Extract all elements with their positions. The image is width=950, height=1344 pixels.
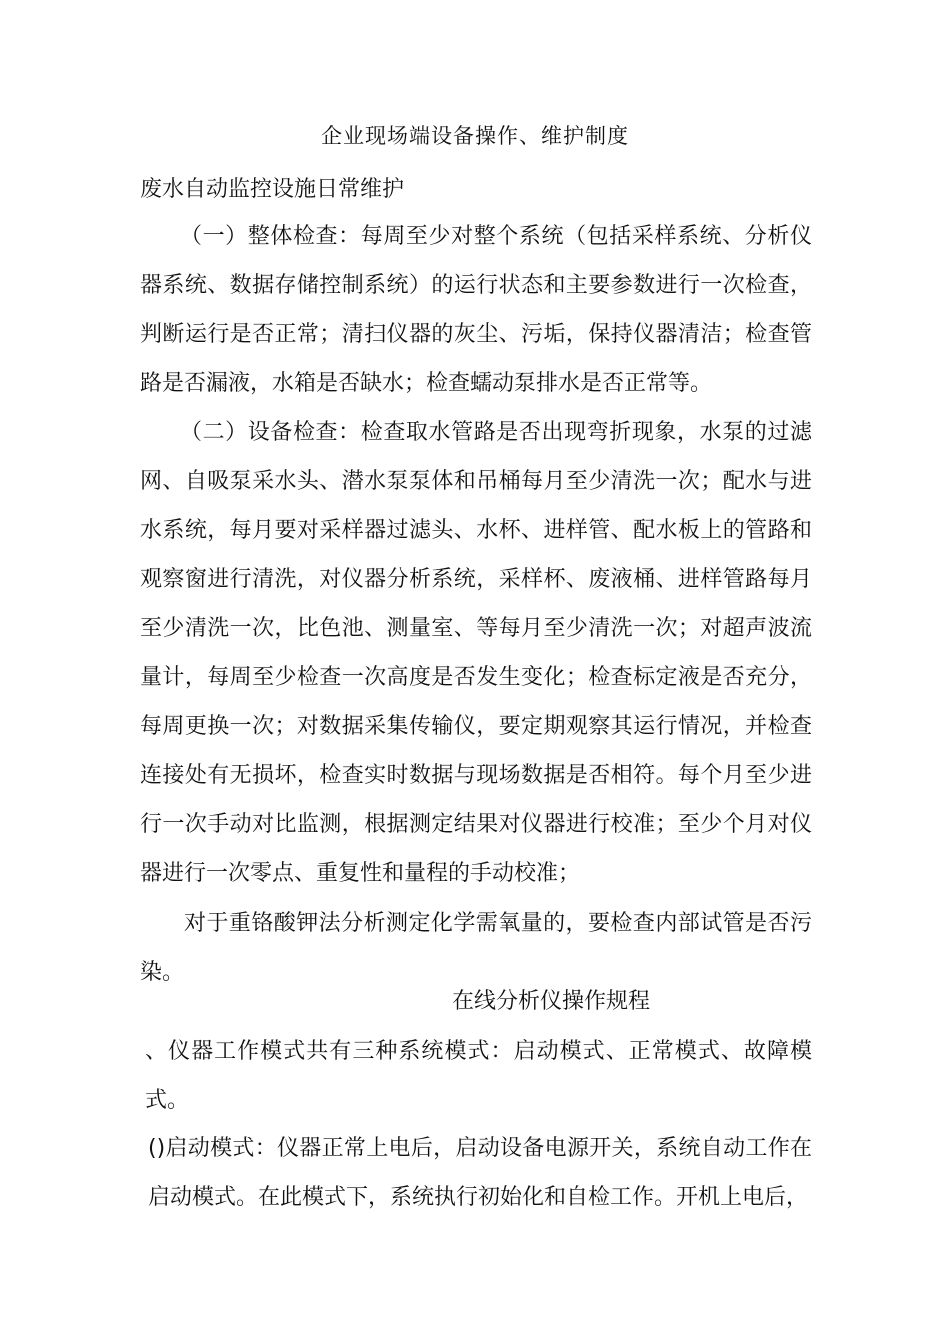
paragraph-work-modes: 、仪器工作模式共有三种系统模式：启动模式、正常模式、故障模式。 bbox=[145, 1039, 812, 1113]
document-title: 企业现场端设备操作、维护制度 bbox=[321, 124, 629, 148]
operation-procedure-heading: 在线分析仪操作规程 bbox=[452, 989, 651, 1014]
paragraph-overall-inspection: （一）整体检查：每周至少对整个系统（包括采样系统、分析仪器系统、数据存储控制系统）的运行状态和主要参数进行一次检查，判断运行是否正常；清扫仪器的灰尘、污垢，保持仪器清洁；检查管路是否漏液，水箱是否缺水；检查蠕动泵排水是否正常等。 bbox=[140, 224, 812, 396]
paragraph-equipment-inspection: （二）设备检查：检查取水管路是否出现弯折现象，水泵的过滤网、自吸泵采水头、潜水泵泵体和吊桶每月至少清洗一次；配水与进水系统，每月要对采样器过滤头、水杯、进样管、配水板上的管路和观察窗进行清洗，对仪器分析系统，采样杯、废液桶、进样管路每月至少清洗一次，比色池、测量室、等每月至少清洗一次；对超声波流量计，每周至少检查一次高度是否发生变化；检查标定液是否充分，每周更换一次；对数据采集传输仪，要定期观察其运行情况，并检查连接处有无损坏，检查实时数据与现场数据是否相符。每个月至少进行一次手动对比监测，根据测定结果对仪器进行校准；至少个月对仪器进行一次零点、重复性和量程的手动校准； bbox=[140, 420, 812, 886]
section-heading: 废水自动监控设施日常维护 bbox=[140, 177, 405, 202]
paragraph-startup-mode: ()启动模式：仪器正常上电后，启动设备电源开关，系统自动工作在启动模式。在此模式下，系统执行初始化和自检工作。开机上电后， bbox=[148, 1136, 812, 1210]
paragraph-cod-check: 对于重铬酸钾法分析测定化学需氧量的，要检查内部试管是否污染。 bbox=[140, 911, 812, 985]
